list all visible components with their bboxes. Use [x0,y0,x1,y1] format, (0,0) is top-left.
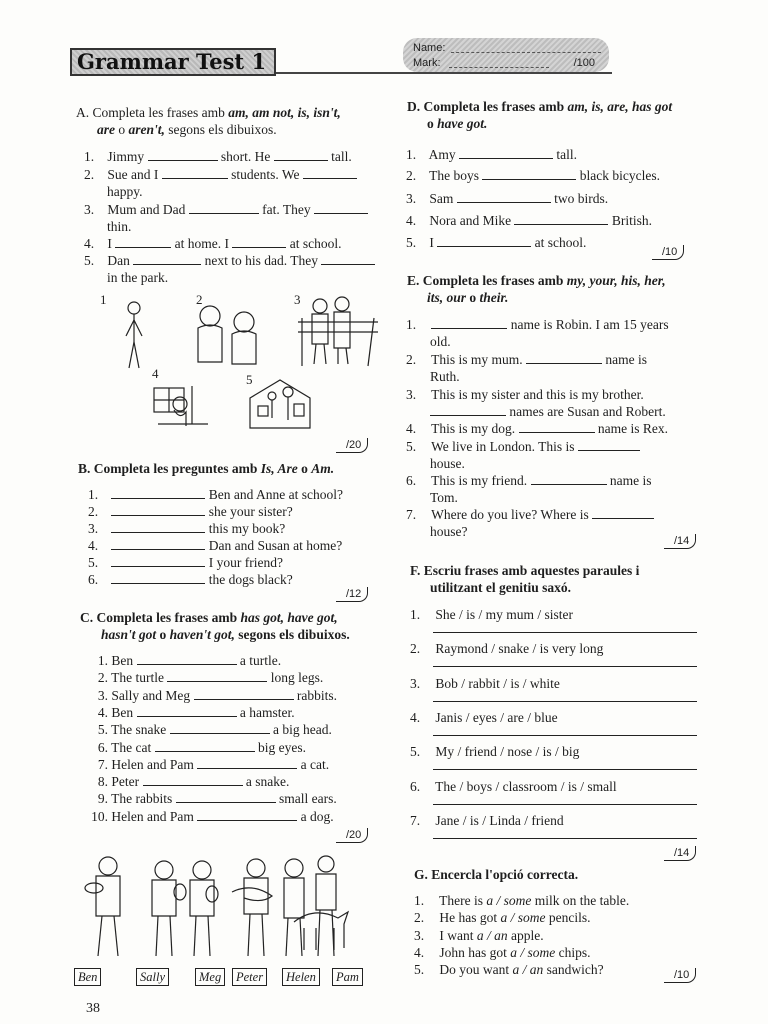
picture-number-4: 4 [152,366,159,381]
item-number: 1. [88,487,99,502]
exercise-b-item [88,537,342,554]
name-tag: Sally [136,968,169,986]
item-number: 3. [97,687,108,703]
exercise-c-item [84,669,323,686]
item-number: 3. [88,521,99,536]
exercise-f-item [410,640,603,657]
answer-blank[interactable] [531,473,607,485]
exercise-c-item [84,756,329,773]
name-field[interactable] [451,52,601,53]
answer-blank[interactable] [148,149,218,161]
item-text: Ben and Anne at school? [208,487,343,502]
item-text: I your friend? [208,555,283,570]
item-number: 4. [414,944,425,960]
item-text: pencils. [545,910,591,926]
item-number: 3. [406,387,417,402]
name-tag: Ben [74,968,101,986]
item-text: a snake. [245,774,290,790]
answer-line[interactable] [433,666,697,667]
item-text: My / friend / nose / is / big [435,744,580,759]
item-text: a turtle. [239,653,282,668]
item-text: big eyes. [258,739,306,755]
answer-line[interactable] [433,735,697,736]
option-choice: a / an [476,927,508,943]
answer-line[interactable] [433,804,697,805]
item-text: Ben [111,704,134,720]
item-text: students. We [231,167,300,182]
item-number: 5. [406,439,417,454]
option-choice: a / some [486,893,532,908]
item-text: fat. They [262,202,311,217]
item-text: Sam [429,191,454,206]
item-number: 4. [84,236,95,251]
answer-blank[interactable] [133,253,201,265]
answer-blank[interactable] [176,791,276,803]
item-text: long legs. [270,670,324,686]
exercise-a-item-continued [107,218,131,235]
item-number: 5. [414,962,425,978]
answer-line[interactable] [433,701,697,702]
item-text: John has got [439,944,511,960]
item-text: two birds. [554,191,609,206]
item-number: 5. [410,744,421,759]
name-tag: Pam [332,968,363,986]
exercise-c-item [84,790,337,807]
item-number: 2. [410,641,421,656]
exercise-c-item [84,721,332,738]
answer-blank[interactable] [197,809,297,821]
item-number: 3. [410,676,421,691]
exercise-g-item [414,927,544,944]
item-text: Dan [107,253,130,268]
item-text: name is [605,352,648,367]
item-text: short. He [220,149,271,164]
section-f-score: /14 [664,846,696,861]
answer-blank[interactable] [115,236,171,248]
answer-blank[interactable] [592,507,654,519]
exercise-e-item [406,351,647,368]
exercise-d-item [406,146,577,163]
answer-blank[interactable] [137,653,237,665]
name-tag: Peter [232,968,267,986]
name-tag: Helen [282,968,320,986]
item-number: 3. [414,927,425,943]
answer-blank[interactable] [111,521,205,533]
item-text: a dog. [300,808,334,824]
item-number: 6. [406,473,417,488]
answer-blank[interactable] [274,149,328,161]
item-number: 7. [97,756,108,772]
item-text: This is my dog. [431,421,516,436]
item-number: 9. [97,791,108,807]
answer-blank[interactable] [519,421,595,433]
section-d-score: /10 [652,245,684,260]
exercise-d-item [406,212,652,229]
answer-blank[interactable] [111,538,205,550]
exercise-e-item [406,420,668,437]
item-text: Sally and Meg [111,687,191,703]
item-text: Dan and Susan at home? [208,538,343,553]
item-number: 6. [97,739,108,755]
section-f-instruction: F. Escriu frases amb aquestes paraules i utilitzant el genitiu saxó. [410,563,640,595]
item-number: 5. [97,722,108,738]
mark-total: /100 [573,57,595,69]
title-rule [276,72,612,74]
answer-blank[interactable] [314,202,368,214]
answer-line[interactable] [433,838,697,839]
exercise-e-item-continued [430,489,458,506]
item-number: 6. [410,779,421,794]
exercise-c-item [84,652,281,669]
page-title: Grammar Test 1 [70,48,276,76]
item-text: Peter [111,774,140,790]
item-text-continued: thin. [107,219,132,234]
exercise-a-item [84,235,341,252]
exercise-e-item-continued [430,455,465,472]
exercise-c-item [84,687,337,704]
answer-blank[interactable] [197,757,297,769]
exercise-f-item [410,743,579,760]
exercise-c-item [84,739,306,756]
item-text: a big head. [273,722,332,738]
item-number: 5. [406,235,417,250]
answer-blank[interactable] [232,236,286,248]
answer-blank[interactable] [170,722,270,734]
answer-blank[interactable] [137,705,237,717]
item-text: black bicycles. [579,168,660,183]
item-text-continued: in the park. [107,270,169,285]
item-number: 7. [410,813,421,828]
answer-blank[interactable] [526,352,602,364]
item-text: Do you want [439,962,513,978]
item-text: Jimmy [107,149,145,164]
answer-blank[interactable] [189,202,259,214]
item-text: Bob / rabbit / is / white [435,676,560,691]
item-number: 10. [91,808,108,824]
item-number: 2. [84,167,95,182]
exercise-g-item [414,909,591,926]
section-b-score: /12 [336,587,368,602]
exercise-b-item [88,554,283,571]
item-text: The boys [429,168,480,183]
answer-blank[interactable] [111,487,205,499]
exercise-f-item [410,606,573,623]
item-number: 3. [406,191,417,206]
answer-blank[interactable] [457,191,551,203]
section-a-score: /20 [336,438,368,453]
item-text: Helen and Pam [111,756,194,772]
exercise-a-item-continued [107,269,168,286]
item-text: chips. [555,944,591,960]
item-number: 1. [406,317,417,332]
exercise-b-item [88,503,293,520]
exercise-b-item [88,486,343,503]
item-text: next to his dad. They [204,253,318,268]
exercise-e-item-continued [430,333,451,350]
item-text: small ears. [279,791,337,807]
item-text: tall. [331,149,352,164]
item-number: 1. [406,147,417,162]
exercise-a-item [84,252,375,269]
item-text: This is my sister and this is my brother. [431,387,644,402]
exercise-e-item-continued [430,368,460,385]
item-text: Nora and Mike [429,213,512,228]
item-number: 4. [410,710,421,725]
item-number: 4. [97,704,108,720]
item-number: 5. [88,555,99,570]
exercise-d-item [406,234,586,251]
item-text: tall. [556,147,578,162]
item-text: The / boys / classroom / is / small [435,779,617,794]
answer-blank[interactable] [155,740,255,752]
item-number: 7. [406,507,417,522]
answer-blank[interactable] [430,404,506,416]
item-text: Janis / eyes / are / blue [435,710,558,725]
item-text: apple. [507,927,544,943]
item-text: Sue and I [107,167,159,182]
item-text: at school. [534,235,587,250]
exercise-e-item [406,438,640,455]
item-text: The snake [111,722,167,738]
section-e-instruction: E. Completa les frases amb my, your, his, her, its, our o their. [407,273,666,305]
exercise-c-item [84,773,289,790]
exercise-e-item [406,472,652,489]
item-text: Helen and Pam [111,808,194,824]
exercise-f-item [410,675,560,692]
page-number: 38 [86,1001,100,1016]
answer-blank[interactable] [437,235,531,247]
item-text-continued: names are Susan and Robert. [509,404,666,419]
item-text: I want [439,927,477,943]
item-number: 2. [406,352,417,367]
name-label: Name: [413,42,446,54]
answer-blank[interactable] [167,670,267,682]
item-text: at school. [289,236,342,251]
item-text: a hamster. [239,704,295,720]
item-number: 4. [406,421,417,436]
exercise-e-item [406,506,654,523]
exercise-d-item [406,190,608,207]
item-number: 5. [84,253,95,268]
section-a-instruction: A. Completa les frases amb am, am not, is, isn't, are o aren't, segons els dibuixos. [76,105,341,137]
exercise-a-item [84,201,368,218]
section-b-instruction: B. Completa les preguntes amb Is, Are o Am. [78,461,335,476]
item-number: 2. [414,910,425,926]
item-text: sandwich? [543,962,604,978]
answer-blank[interactable] [514,213,608,225]
section-e-score: /14 [664,534,696,549]
exercise-b-item [88,520,285,537]
item-number: 4. [88,538,99,553]
item-text: She / is / my mum / sister [435,607,574,622]
section-d-instruction: D. Completa les frases amb am, is, are, has got o have got. [407,99,673,131]
pets-illustration [76,852,366,964]
answer-blank[interactable] [111,504,205,516]
item-number: 8. [97,774,108,790]
item-text: I [107,236,112,251]
item-number: 1. [97,653,108,668]
item-text-continued: old. [430,334,451,349]
exercise-b-item [88,571,293,588]
item-text-continued: Tom. [430,490,458,505]
item-number: 2. [97,670,108,686]
exercise-d-item [406,167,660,184]
item-text: Jane / is / Linda / friend [435,813,564,828]
item-number: 4. [406,213,417,228]
item-number: 1. [84,149,95,164]
picture-number-5: 5 [246,372,253,387]
answer-blank[interactable] [111,572,205,584]
exercise-e-item [406,316,669,333]
item-text: the dogs black? [208,572,293,587]
option-choice: a / an [512,962,544,978]
item-text: I [429,235,434,250]
item-text-continued: house. [430,456,465,471]
item-number: 1. [410,607,421,622]
item-text: The turtle [111,670,164,686]
exercise-c-item [84,808,334,825]
exercise-a-item [84,166,357,183]
option-choice: a / some [510,944,556,960]
name-tag: Meg [195,968,225,986]
item-text: a cat. [300,756,330,772]
exercise-f-item [410,812,564,829]
item-text: British. [611,213,652,228]
exercise-g-item [414,892,629,909]
item-text: name is [609,473,652,488]
answer-blank[interactable] [111,555,205,567]
item-text: He has got [439,910,501,926]
item-text: she your sister? [208,504,293,519]
item-text: There is [439,893,487,908]
section-g-instruction: G. Encercla l'opció correcta. [414,867,579,882]
answer-blank[interactable] [482,168,576,180]
item-text: rabbits. [296,687,337,703]
answer-blank[interactable] [431,317,507,329]
exercise-e-item-continued [430,523,468,540]
item-text: at home. I [174,236,229,251]
item-text-continued: happy. [107,184,143,199]
exercise-f-item [410,709,558,726]
exercise-g-item [414,961,604,978]
exercise-a-item-continued [107,183,143,200]
answer-blank[interactable] [459,147,553,159]
item-text: This is my mum. [431,352,523,367]
exercise-e-item [406,386,644,403]
item-text-continued: Ruth. [430,369,460,384]
answer-blank[interactable] [143,774,243,786]
answer-line[interactable] [433,632,697,633]
exercise-e-item-continued [430,403,666,420]
mark-field[interactable] [449,67,549,68]
item-number: 2. [88,504,99,519]
item-text: name is Rex. [597,421,669,436]
section-c-score: /20 [336,828,368,843]
answer-blank[interactable] [578,439,640,451]
item-text: milk on the table. [531,893,630,908]
exercise-a-item [84,148,352,165]
item-text: Mum and Dad [107,202,186,217]
exercise-c-item [84,704,295,721]
exercise-f-item [410,778,617,795]
picture-number-1: 1 [100,292,107,307]
name-mark-box [403,38,609,72]
item-number: 2. [406,168,417,183]
item-number: 6. [88,572,99,587]
item-text: Where do you live? Where is [431,507,589,522]
answer-blank[interactable] [194,688,294,700]
answer-blank[interactable] [303,167,357,179]
item-number: 3. [84,202,95,217]
option-choice: a / some [500,910,546,926]
item-text: This is my friend. [431,473,528,488]
picture-number-2: 2 [196,292,203,307]
item-text: The rabbits [111,791,173,807]
item-text: Raymond / snake / is very long [435,641,604,656]
item-text: The cat [111,739,152,755]
item-text: Ben [111,653,134,668]
section-c-instruction: C. Completa les frases amb has got, have got, hasn't got o haven't got, segons els dibuixos. [80,610,350,642]
section-g-score: /10 [664,968,696,983]
item-text: this my book? [208,521,286,536]
item-text: name is Robin. I am 15 years [510,317,669,332]
answer-blank[interactable] [321,253,375,265]
item-text: Amy [428,147,456,162]
item-number: 1. [414,893,425,908]
exercise-g-item [414,944,591,961]
picture-number-3: 3 [294,292,301,307]
answer-blank[interactable] [162,167,228,179]
section-a-illustrations [98,292,388,432]
item-text-continued: house? [430,524,468,539]
mark-label: Mark: [413,57,441,69]
answer-line[interactable] [433,769,697,770]
item-text: We live in London. This is [431,439,575,454]
